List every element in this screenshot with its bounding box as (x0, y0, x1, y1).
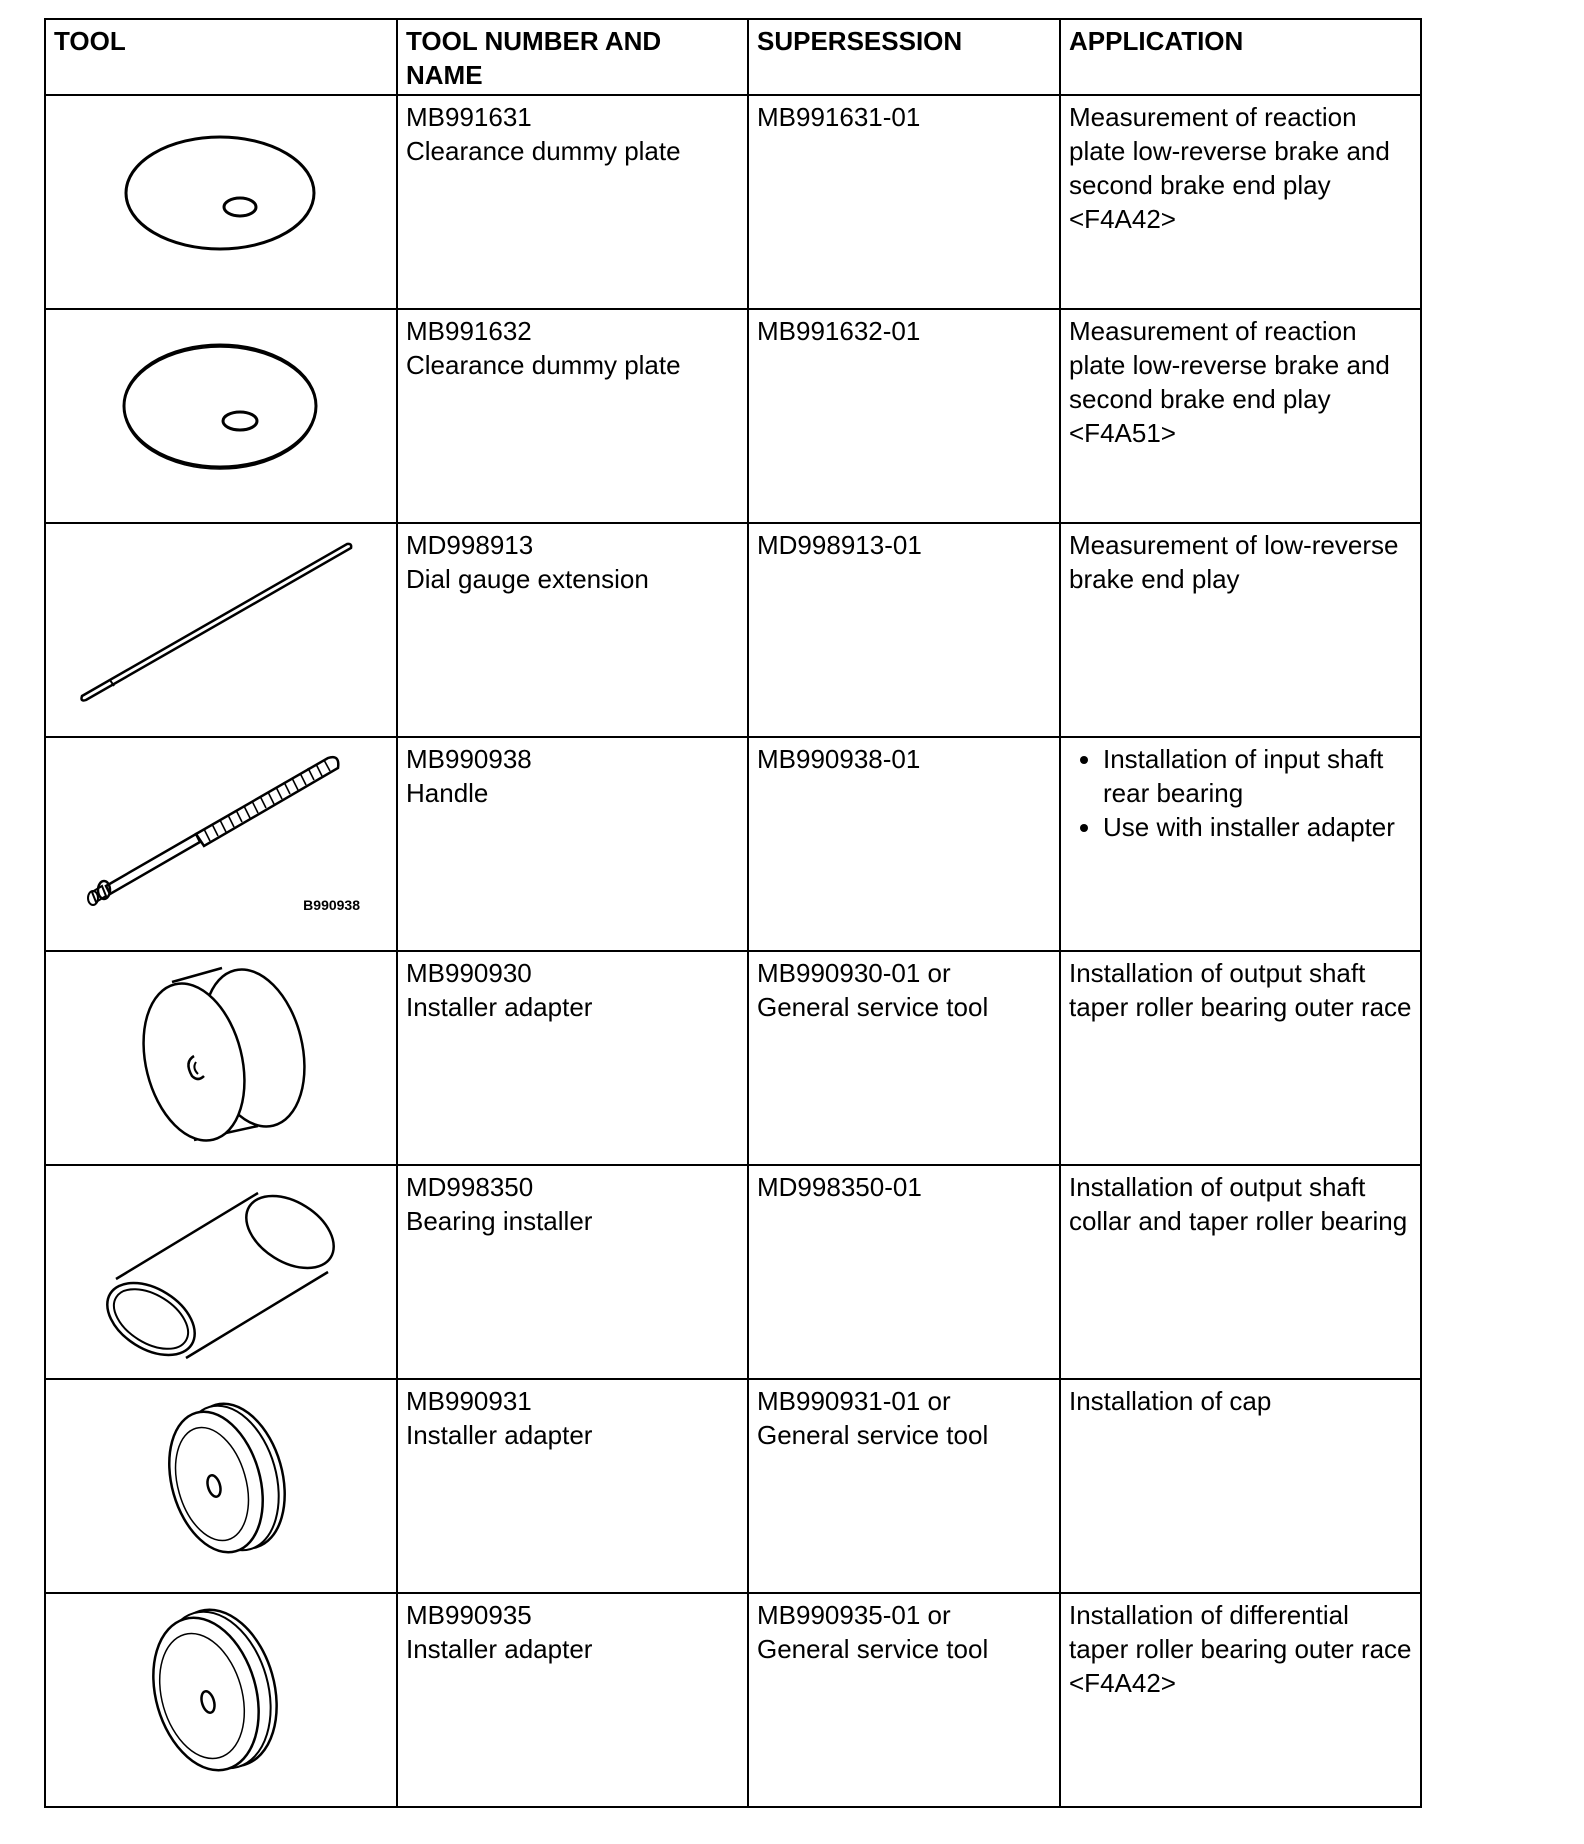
tool-image-cell (45, 1379, 397, 1593)
tool-number: MB990935 (406, 1600, 532, 1630)
supersession-cell (748, 523, 1060, 737)
stepped-disc-icon (46, 1594, 398, 1806)
application-bullet-list (1069, 742, 1414, 844)
tool-name: Bearing installer (406, 1206, 593, 1236)
tool-image-label: B990938 (303, 897, 360, 913)
supersession-value: MB990930-01 or (757, 958, 951, 988)
rod-icon (46, 524, 398, 736)
supersession-value: MD998913-01 (757, 530, 922, 560)
tool-number: MB990930 (406, 958, 532, 988)
table-row (45, 95, 1421, 309)
tool-number-name-cell (397, 1165, 748, 1379)
supersession-value: MB990938-01 (757, 744, 921, 774)
tool-number: MB991632 (406, 316, 532, 346)
tool-name: Installer adapter (406, 992, 593, 1022)
table-row (45, 523, 1421, 737)
supersession-cell (748, 737, 1060, 951)
supersession-cell (748, 95, 1060, 309)
application-cell (1060, 1379, 1421, 1593)
tool-number-name-cell (397, 309, 748, 523)
tool-number-name-cell (397, 95, 748, 309)
stepped-disc-icon (46, 1380, 398, 1592)
application-cell (1060, 95, 1421, 309)
table-row (45, 737, 1421, 951)
header-supersession: SUPERSESSION (748, 19, 1060, 95)
supersession-value: General service tool (757, 1634, 989, 1664)
thick-disc-icon (46, 952, 398, 1164)
supersession-cell (748, 951, 1060, 1165)
supersession-value: MB991632-01 (757, 316, 921, 346)
supersession-value: MB991631-01 (757, 102, 921, 132)
supersession-cell (748, 1593, 1060, 1807)
tool-number-name-cell (397, 523, 748, 737)
tube-icon (46, 1166, 398, 1378)
tool-name: Dial gauge extension (406, 564, 649, 594)
header-tool: TOOL (45, 19, 397, 95)
supersession-cell (748, 309, 1060, 523)
special-tools-table (44, 18, 1422, 1808)
tool-number: MB990938 (406, 744, 532, 774)
application-text: Installation of output shaft collar and taper roller bearing (1069, 1172, 1408, 1236)
tool-number: MB990931 (406, 1386, 532, 1416)
table-row (45, 1379, 1421, 1593)
tool-image-cell (45, 737, 397, 951)
tool-image-cell (45, 1165, 397, 1379)
tool-image-cell (45, 951, 397, 1165)
tool-number-name-cell (397, 1379, 748, 1593)
table-row (45, 951, 1421, 1165)
table-row (45, 1165, 1421, 1379)
tool-number-name-cell (397, 737, 748, 951)
tool-name: Installer adapter (406, 1634, 593, 1664)
header-row (45, 19, 1421, 95)
application-cell (1060, 951, 1421, 1165)
application-cell (1060, 309, 1421, 523)
tool-number: MB991631 (406, 102, 532, 132)
supersession-value: MB990931-01 or (757, 1386, 951, 1416)
application-text: Measurement of reaction plate low-reverse brake and second brake end play <F4A51> (1069, 316, 1390, 448)
application-cell (1060, 1165, 1421, 1379)
supersession-value: MB990935-01 or (757, 1600, 951, 1630)
application-cell (1060, 1593, 1421, 1807)
tool-number-name-cell (397, 951, 748, 1165)
tool-name: Clearance dummy plate (406, 136, 681, 166)
application-text: Measurement of reaction plate low-reverse brake and second brake end play <F4A42> (1069, 102, 1390, 234)
table-row (45, 309, 1421, 523)
tool-number: MD998350 (406, 1172, 534, 1202)
application-text: Measurement of low-reverse brake end play (1069, 530, 1399, 594)
header-application: APPLICATION (1060, 19, 1421, 95)
application-text: Installation of cap (1069, 1386, 1272, 1416)
application-cell (1060, 737, 1421, 951)
supersession-cell (748, 1379, 1060, 1593)
tool-name: Installer adapter (406, 1420, 593, 1450)
application-cell (1060, 523, 1421, 737)
tool-image-cell (45, 95, 397, 309)
tool-image-cell (45, 523, 397, 737)
tool-number-name-cell (397, 1593, 748, 1807)
flat-disc-icon (46, 310, 398, 522)
tool-name: Clearance dummy plate (406, 350, 681, 380)
header-tool-number-and-name: TOOL NUMBER AND NAME (397, 19, 748, 95)
supersession-value: General service tool (757, 1420, 989, 1450)
supersession-value: MD998350-01 (757, 1172, 922, 1202)
table-row (45, 1593, 1421, 1807)
flat-disc-icon (46, 96, 398, 308)
list-item: • Use with installer adapter (1103, 810, 1414, 844)
list-item: • Installation of input shaft rear bearing (1103, 742, 1414, 810)
supersession-cell (748, 1165, 1060, 1379)
tool-image-cell (45, 1593, 397, 1807)
supersession-value: General service tool (757, 992, 989, 1022)
application-text: Installation of output shaft taper roller bearing outer race (1069, 958, 1412, 1022)
tool-name: Handle (406, 778, 489, 808)
tool-image-cell (45, 309, 397, 523)
application-text: Installation of differential taper roller bearing outer race <F4A42> (1069, 1600, 1412, 1698)
tool-number: MD998913 (406, 530, 534, 560)
